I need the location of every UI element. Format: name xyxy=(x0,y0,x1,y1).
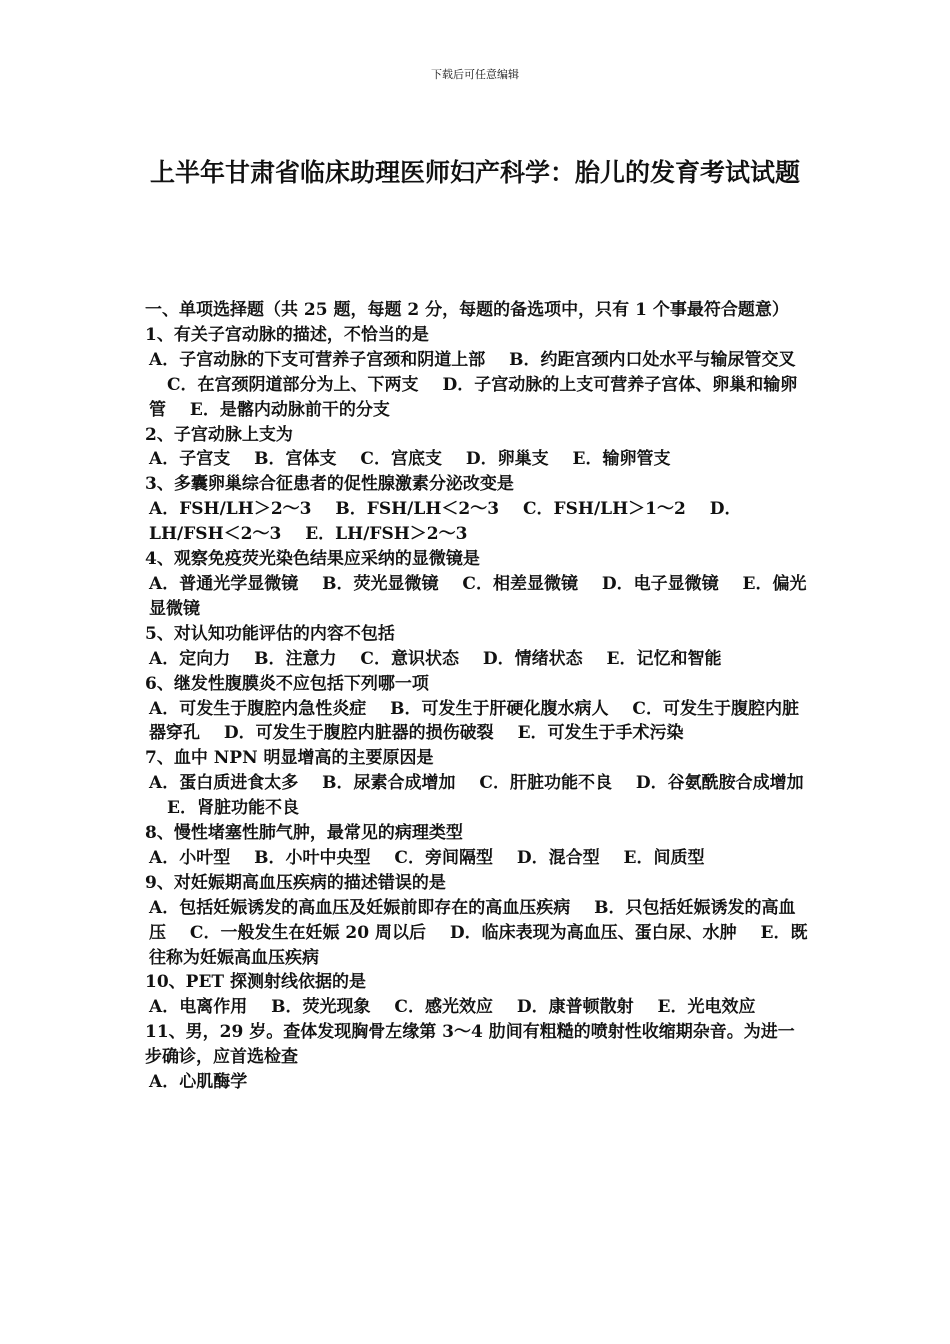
answer-option: A．心肌酶学 xyxy=(149,1072,248,1093)
question-options xyxy=(145,572,809,622)
section-heading: 一、单项选择题（共 25 题，每题 2 分，每题的备选项中，只有 1 个事最符合题意） xyxy=(145,300,789,320)
question-stem: 8、慢性堵塞性肺气肿，最常见的病理类型 xyxy=(145,823,463,844)
question-stem: 10、PET 探测射线依据的是 xyxy=(145,972,366,993)
questions-container xyxy=(145,323,809,1095)
answer-option: C．宫底支 xyxy=(360,449,442,470)
question-options xyxy=(145,896,809,971)
answer-option: D．可发生于腹腔内脏器的损伤破裂 xyxy=(223,723,494,744)
answer-option: D．电子显微镜 xyxy=(601,573,719,594)
answer-option: C．在宫颈阴道部分为上、下两支 xyxy=(167,374,419,395)
answer-option: A．电离作用 xyxy=(149,997,248,1018)
answer-option: C．相差显微镜 xyxy=(462,573,578,594)
answer-option: A．小叶型 xyxy=(149,847,231,868)
answer-option: A．子宫支 xyxy=(149,449,231,470)
document-title: 上半年甘肃省临床助理医师妇产科学：胎儿的发育考试试题 xyxy=(150,158,801,187)
answer-option: E．LH/FSH＞2～3 xyxy=(305,524,468,545)
answer-option: B．注意力 xyxy=(254,648,337,669)
question-stem: 1、有关子宫动脉的描述，不恰当的是 xyxy=(145,324,429,345)
answer-option: B．只包括妊娠诱发的高血压 xyxy=(149,897,796,943)
question-options xyxy=(145,647,809,672)
answer-option: D．LH/FSH＜2～3 xyxy=(149,499,742,545)
answer-option: A．可发生于腹腔内急性炎症 xyxy=(149,698,367,719)
question-options xyxy=(145,995,809,1020)
question-options xyxy=(145,1070,809,1095)
answer-option: C．意识状态 xyxy=(360,648,459,669)
answer-option: B．荧光显微镜 xyxy=(322,573,439,594)
answer-option: C．感光效应 xyxy=(394,997,493,1018)
answer-option: B．小叶中央型 xyxy=(254,847,371,868)
question-options xyxy=(145,771,809,821)
answer-option: A．子宫动脉的下支可营养子宫颈和阴道上部 xyxy=(149,349,486,370)
answer-option: C．旁间隔型 xyxy=(394,847,493,868)
answer-option: D．子宫动脉的上支可营养子宫体、卵巢和输卵管 xyxy=(149,374,798,420)
answer-option: E．记忆和智能 xyxy=(606,648,722,669)
answer-option: A．普通光学显微镜 xyxy=(149,573,299,594)
answer-option: E．偏光显微镜 xyxy=(149,573,807,619)
answer-option: E．肾脏功能不良 xyxy=(167,798,299,819)
answer-option: B．约距宫颈内口处水平与输尿管交叉 xyxy=(509,349,796,370)
answer-option: B．可发生于肝硬化腹水病人 xyxy=(390,698,609,719)
question-options xyxy=(145,447,809,472)
answer-option: C．一般发生在妊娠 20 周以后 xyxy=(189,922,426,943)
question-stem: 6、继发性腹膜炎不应包括下列哪一项 xyxy=(145,673,429,694)
answer-option: E．既往称为妊娠高血压疾病 xyxy=(149,922,808,968)
answer-option: B．宫体支 xyxy=(254,449,337,470)
question-options xyxy=(145,348,809,423)
answer-option: D．谷氨酰胺合成增加 xyxy=(635,773,804,794)
answer-option: E．是髂内动脉前干的分支 xyxy=(189,399,390,420)
question-options xyxy=(145,697,809,747)
answer-option: C．可发生于腹腔内脏器穿孔 xyxy=(149,698,799,744)
answer-option: E．间质型 xyxy=(623,847,705,868)
answer-option: B．FSH/LH＜2～3 xyxy=(335,499,500,520)
question-options xyxy=(145,846,809,871)
answer-option: D．卵巢支 xyxy=(465,449,549,470)
question-options xyxy=(145,497,809,547)
answer-option: C．FSH/LH＞1～2 xyxy=(523,499,686,520)
answer-option: D．情绪状态 xyxy=(482,648,583,669)
answer-option: A．蛋白质进食太多 xyxy=(149,773,299,794)
answer-option: B．尿素合成增加 xyxy=(322,773,456,794)
answer-option: E．光电效应 xyxy=(657,997,756,1018)
question-stem: 9、对妊娠期高血压疾病的描述错误的是 xyxy=(145,872,446,893)
question-stem: 3、多囊卵巢综合征患者的促性腺激素分泌改变是 xyxy=(145,474,514,495)
answer-option: D．临床表现为高血压、蛋白尿、水肿 xyxy=(449,922,737,943)
answer-option: A．定向力 xyxy=(149,648,231,669)
question-stem: 5、对认知功能评估的内容不包括 xyxy=(145,623,395,644)
answer-option: D．混合型 xyxy=(516,847,600,868)
answer-option: B．荧光现象 xyxy=(271,997,371,1018)
page-header: 下载后可任意编辑 xyxy=(431,68,519,81)
answer-option: D．康普顿散射 xyxy=(516,997,634,1018)
question-stem: 4、观察免疫荧光染色结果应采纳的显微镜是 xyxy=(145,549,480,570)
answer-option: E．可发生于手术污染 xyxy=(517,723,684,744)
question-stem: 7、血中 NPN 明显增高的主要原因是 xyxy=(145,748,434,769)
answer-option: E．输卵管支 xyxy=(572,449,671,470)
answer-option: A．FSH/LH＞2～3 xyxy=(149,499,312,520)
question-list xyxy=(145,298,809,1095)
question-stem: 2、子宫动脉上支为 xyxy=(145,424,293,445)
answer-option: A．包括妊娠诱发的高血压及妊娠前即存在的高血压疾病 xyxy=(149,897,571,918)
answer-option: C．肝脏功能不良 xyxy=(479,773,612,794)
question-stem: 11、男，29 岁。查体发现胸骨左缘第 3～4 肋间有粗糙的喷射性收缩期杂音。为进一步确诊，应首选检查 xyxy=(145,1022,795,1068)
